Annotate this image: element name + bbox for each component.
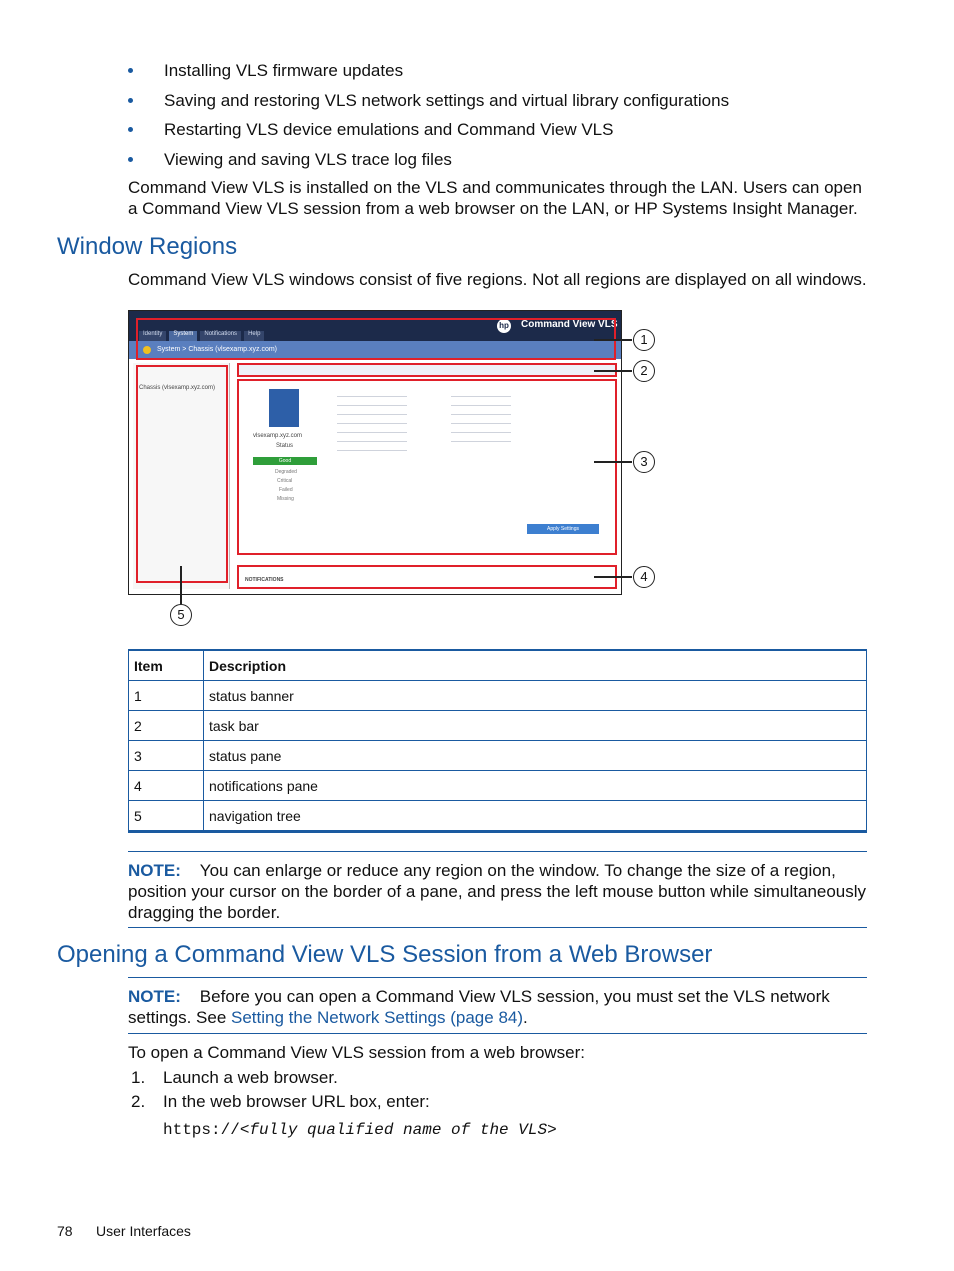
url-placeholder: <fully qualified name of the VLS>	[239, 1121, 557, 1139]
screenshot-status-option: Critical	[277, 478, 293, 484]
screenshot-apply-button: Apply Settings	[527, 524, 599, 534]
table-row	[129, 681, 867, 711]
table-cell: 3	[129, 741, 204, 771]
bullet-item	[128, 58, 888, 88]
section-heading-window-regions: Window Regions	[57, 233, 238, 260]
screenshot-tab: System	[169, 331, 197, 341]
table-cell: navigation tree	[204, 801, 867, 832]
callout-3: 3	[633, 451, 655, 473]
table-row	[129, 771, 867, 801]
note-end: .	[523, 1008, 528, 1027]
bullet-icon	[128, 98, 133, 103]
table-cell: 5	[129, 801, 204, 832]
region-box-status-banner	[136, 318, 616, 360]
note-rule-top	[128, 851, 867, 852]
note-text: You can enlarge or reduce any region on the window. To change the size of a region, position your cursor on the border of a pane, and press the left mouse button while simultaneously dragging the border.	[128, 861, 867, 922]
table-row	[129, 741, 867, 771]
screenshot-tab: Notifications	[200, 331, 241, 341]
callout-1: 1	[633, 329, 655, 351]
screenshot-status-option: Failed	[279, 487, 293, 493]
note-label: NOTE:	[128, 987, 181, 1006]
bullet-text: Saving and restoring VLS network settings and virtual library configurations	[164, 90, 730, 110]
step-text: Launch a web browser.	[163, 1068, 338, 1087]
command-view-screenshot	[128, 310, 622, 595]
bullet-text: Restarting VLS device emulations and Command View VLS	[164, 120, 614, 139]
screenshot-status-option: Missing	[277, 496, 294, 502]
step-text: In the web browser URL box, enter:	[163, 1092, 430, 1111]
region-box-status-pane	[237, 379, 617, 555]
bullet-item	[128, 117, 888, 147]
note-network-settings	[128, 986, 868, 1028]
bullet-icon	[128, 157, 133, 162]
bullet-icon	[128, 127, 133, 132]
callout-line	[180, 566, 182, 604]
page-number: 78	[57, 1223, 73, 1239]
callout-line	[594, 339, 632, 341]
table-header-row	[129, 650, 867, 681]
callout-4: 4	[633, 566, 655, 588]
step-number: 2.	[131, 1092, 146, 1111]
table-cell: 2	[129, 711, 204, 741]
network-settings-link[interactable]: Setting the Network Settings (page 84)	[231, 1008, 524, 1027]
callout-line	[594, 370, 632, 372]
callout-2: 2	[633, 360, 655, 382]
region-box-task-bar	[237, 363, 617, 377]
step-number: 1.	[131, 1068, 146, 1087]
callout-line	[594, 576, 632, 578]
table-header-item: Item	[129, 650, 204, 681]
hp-logo-icon: hp	[497, 319, 511, 333]
screenshot-status-label: Status	[276, 443, 294, 449]
screenshot-tree-item: Chassis (vlsexamp.xyz.com)	[139, 385, 216, 391]
bullet-text: Installing VLS firmware updates	[164, 61, 404, 80]
bullet-icon	[128, 68, 133, 73]
note-label: NOTE:	[128, 861, 181, 880]
section-heading-opening-session: Opening a Command View VLS Session from a Web Browser	[57, 941, 713, 968]
table-cell: 1	[129, 681, 204, 711]
url-prefix: https://	[163, 1121, 240, 1139]
callout-line	[594, 461, 632, 463]
screenshot-tab: Identity	[139, 331, 166, 341]
window-regions-paragraph: Command View VLS windows consist of five regions. Not all regions are displayed on all windows.	[128, 270, 867, 289]
screenshot-status-option: Degraded	[275, 469, 297, 475]
table-cell: notifications pane	[204, 771, 867, 801]
screenshot-status-name: vlsexamp.xyz.com	[253, 433, 303, 439]
table-cell: task bar	[204, 711, 867, 741]
region-box-nav-tree	[136, 365, 228, 583]
table-row	[129, 711, 867, 741]
regions-table	[128, 649, 867, 833]
table-header-description: Description	[204, 650, 867, 681]
feature-bullet-list	[128, 58, 888, 176]
callout-5: 5	[170, 604, 192, 626]
note-rule-bottom	[128, 1033, 867, 1034]
region-box-notifications	[237, 565, 617, 589]
bullet-item	[128, 88, 888, 118]
intro-paragraph: Command View VLS is installed on the VLS and communicates through the LAN. Users can open a Command View VLS session from a web browser on the LAN, or HP Systems Insight Manager.	[128, 178, 862, 218]
screenshot-brand: Command View VLS	[521, 319, 618, 330]
screenshot-notifications-label: NOTIFICATIONS	[245, 577, 284, 583]
screenshot-status-good: Good	[253, 457, 317, 465]
screenshot-breadcrumb: System > Chassis (vlsexamp.xyz.com)	[157, 346, 277, 353]
table-row	[129, 801, 867, 832]
screenshot-tab: Help	[244, 331, 264, 341]
url-example	[163, 1121, 557, 1139]
table-cell: status pane	[204, 741, 867, 771]
bullet-text: Viewing and saving VLS trace log files	[164, 149, 452, 169]
note-enlarge	[128, 860, 868, 923]
note-text: Before you can open a Command View VLS session, you must set the VLS network settings. See	[128, 987, 830, 1027]
note-rule-top	[128, 977, 867, 978]
footer-section: User Interfaces	[96, 1223, 191, 1239]
table-cell: status banner	[204, 681, 867, 711]
steps-intro: To open a Command View VLS session from a web browser:	[128, 1043, 586, 1062]
bullet-item	[128, 147, 888, 177]
note-rule-bottom	[128, 927, 867, 928]
table-cell: 4	[129, 771, 204, 801]
